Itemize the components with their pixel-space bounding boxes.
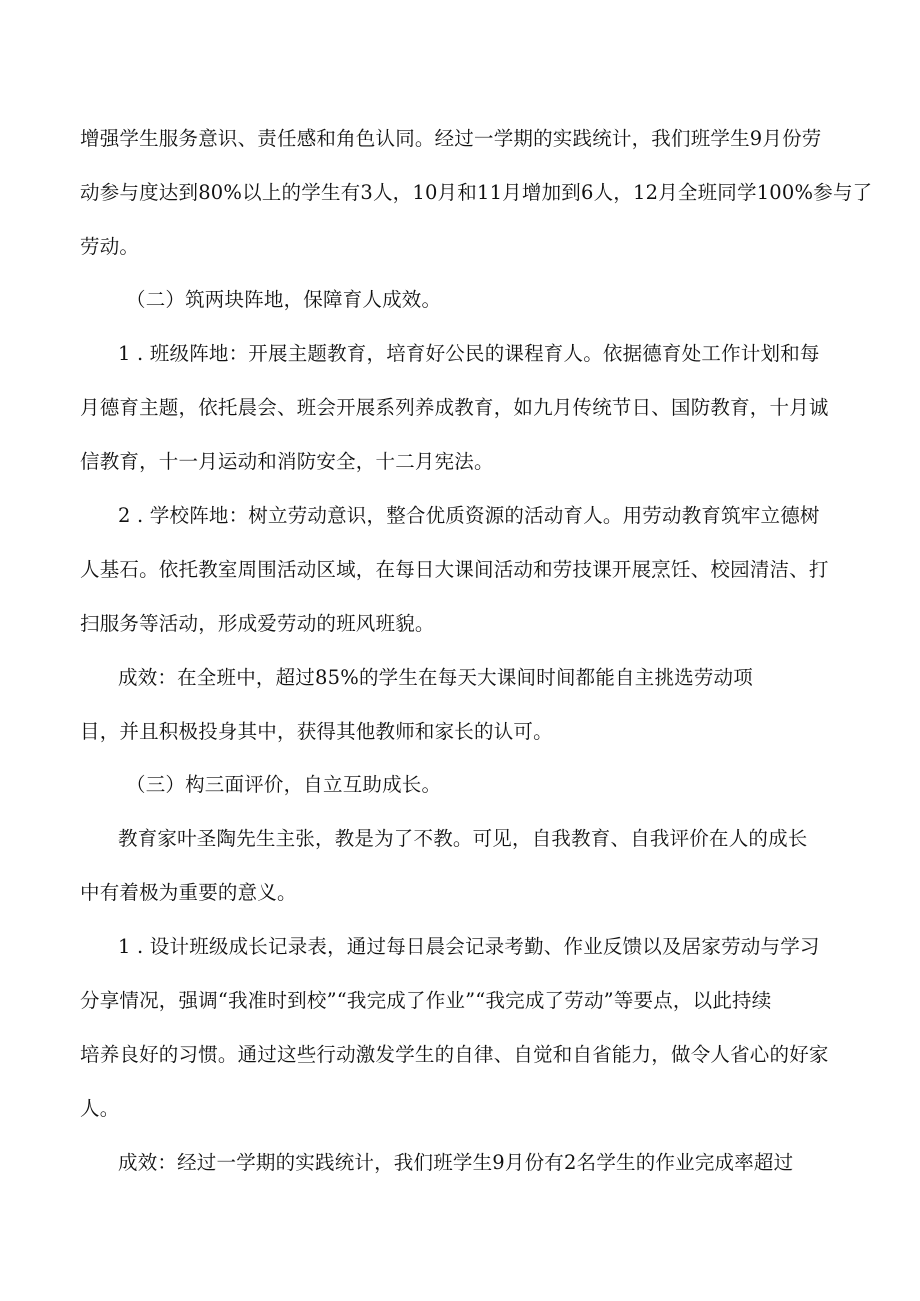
text-line: 人基石。依托教室周围活动区域，在每日大课间活动和劳技课开展烹饪、校园清洁、打: [80, 558, 829, 581]
text-line: 中有着极为重要的意义。: [80, 881, 297, 904]
text-line: 成效：经过一学期的实践统计，我们班学生9月份有2名学生的作业完成率超过: [118, 1151, 794, 1174]
text-line: 成效：在全班中，超过85%的学生在每天大课间时间都能自主挑选劳动项: [118, 666, 753, 689]
text-line: 扫服务等活动，形成爱劳动的班风班貌。: [80, 612, 435, 635]
text-line: 增强学生服务意识、责任感和角色认同。经过一学期的实践统计，我们班学生9月份劳: [80, 127, 822, 150]
text-line: 分享情况，强调“我准时到校”“我完成了作业”“我完成了劳动”等要点，以此持续: [80, 989, 772, 1012]
text-line: （三）构三面评价，自立互助成长。: [126, 773, 442, 796]
text-line: 信教育，十一月运动和消防安全，十二月宪法。: [80, 450, 494, 473]
text-line: 目，并且积极投身其中，获得其他教师和家长的认可。: [80, 720, 553, 743]
text-line: 教育家叶圣陶先生主张，教是为了不教。可见，自我教育、自我评价在人的成长: [118, 827, 808, 850]
text-line: 月德育主题，依托晨会、班会开展系列养成教育，如九月传统节日、国防教育，十月诚: [80, 396, 829, 419]
text-line: 1 . 设计班级成长记录表，通过每日晨会记录考勤、作业反馈以及居家劳动与学习: [118, 935, 820, 958]
text-line: 2 . 学校阵地：树立劳动意识，整合优质资源的活动育人。用劳动教育筑牢立德树: [118, 504, 820, 527]
text-line: 动参与度达到80%以上的学生有3人，10月和11月增加到6人，12月全班同学100%参与了: [80, 181, 873, 204]
text-line: 培养良好的习惯。通过这些行动激发学生的自律、自觉和自省能力，做令人省心的好家: [80, 1043, 829, 1066]
text-line: 劳动。: [80, 235, 140, 258]
text-line: 1 . 班级阵地：开展主题教育，培育好公民的课程育人。依据德育处工作计划和每: [118, 342, 820, 365]
text-line: 人。: [80, 1097, 120, 1120]
text-line: （二）筑两块阵地，保障育人成效。: [126, 288, 442, 311]
